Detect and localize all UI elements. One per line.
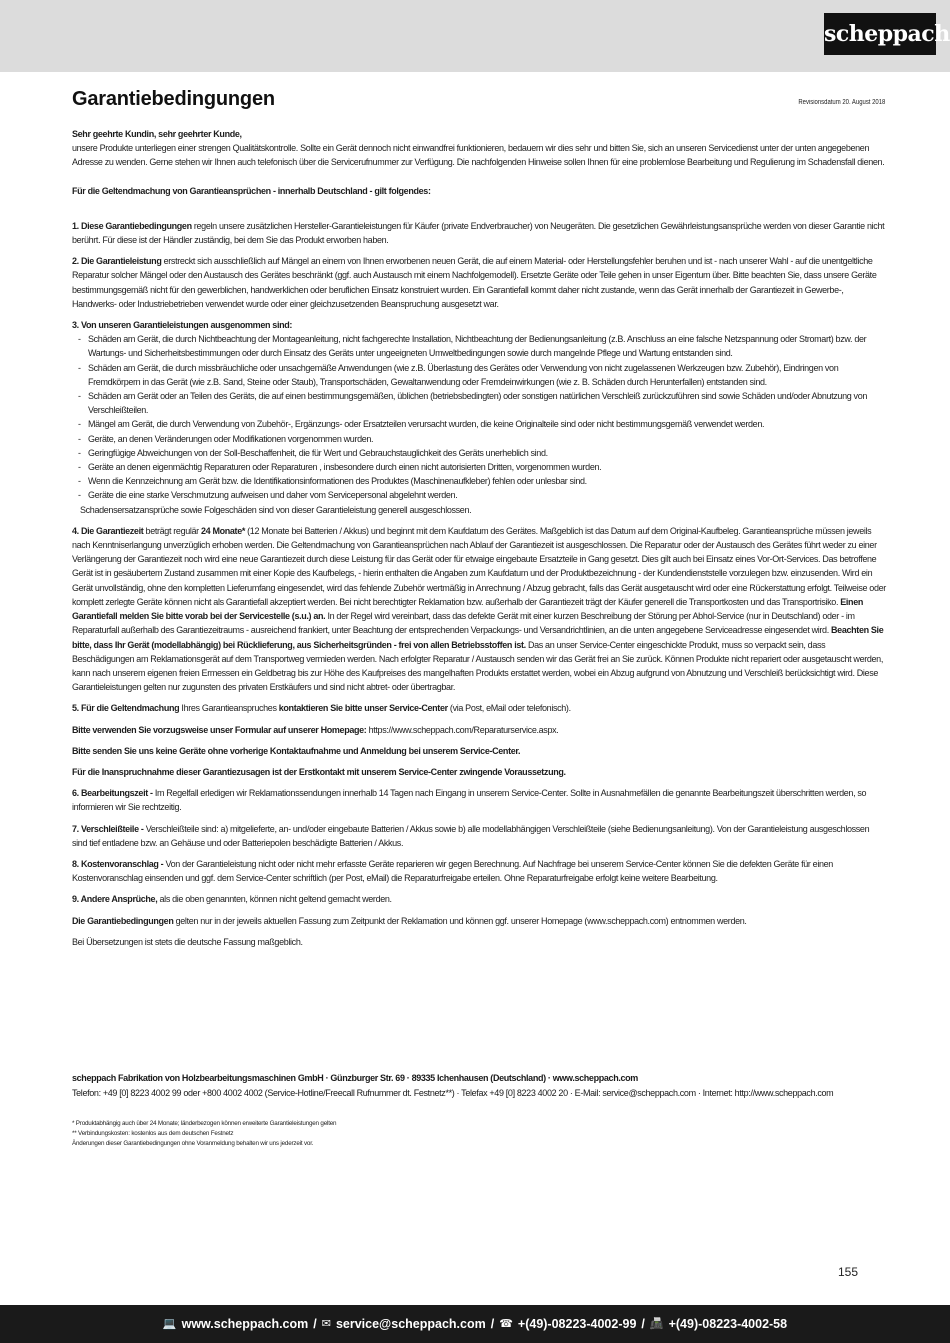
website-link[interactable]: www.scheppach.com: [181, 1317, 309, 1331]
form-line: [72, 723, 886, 737]
exclusion-item: - Wenn die Kennzeichnung am Gerät bzw. die Identifikationsinformationen des Produktes (Maschinenaufkleber) fehlen oder unlesbar sind.: [78, 474, 886, 488]
section-1-text: regeln unsere zusätzlichen Hersteller-Garantieleistungen für Käufer (private Endverbraucher) von Neugeräten. Die gesetzlichen Gewährleistungsansprüche werden von dieser Garantie nicht berührt. Für diese ist der Händler zuständig, bei dem Sie das Produkt erworben haben.: [72, 220, 885, 246]
exclusion-item: - Schäden am Gerät oder an Teilen des Geräts, die auf einen bestimmungsgemäßen, üblichen (betriebsbedingten) oder sonstigen natürlichen Verschleiß zurückzuführen sind sowie Schäden und/oder Abnutzung von Verschleißteilen.: [78, 389, 886, 417]
company-info: [72, 1071, 886, 1101]
repair-service-url: https://www.scheppach.com/Reparaturservice.aspx.: [366, 724, 559, 735]
header-band: [0, 0, 950, 72]
section-4-text: Das an unser Service-Center eingeschickte Produkt, muss so verpackt sein, dass Beschädigungen am Reklamationsgerät auf dem Transportweg vermieden werden. Nach erfolgter Reparatur / Austausch senden wir das Gerät frei an Sie zurück. Können Produkte nicht repariert oder ausgetauscht werden, kann nach unserem eigenen freien Ermessen ein Geldbetrag bis zur Höhe des Kaufpreises des mangelhaften Produkts erstattet werden, wobei ein Abzug aufgrund von Abnutzung und Verschleiß berücksichtigt wird. Diese Garantieleistungen gelten nur zugunsten des privaten Erstkäufers und sind nicht abtret- oder übertragbar.: [72, 639, 883, 693]
exclusion-item: - Schäden am Gerät, die durch missbräuchliche oder unsachgemäße Anwendungen (wie z.B. Überlastung des Gerätes oder Verwendung von nicht zugelassenen Werkzeugen bzw. Zubehör), Eindringen von Fremdkörpern in das Gerät (wie z.B. Sand, Steine oder Staub), Transportschäden, Gewaltanwendung oder Fremdeinwirkungen (wie z. B. Schäden durch Herunterfallen) entstanden sind.: [78, 361, 886, 389]
section-5-text: Ihres Garantieanspruches: [179, 703, 279, 714]
closing-text: gelten nur in der jeweils aktuellen Fassung zum Zeitpunkt der Reklamation und können ggf. unserer Homepage (www.scheppach.com) entnommen werden.: [173, 915, 747, 926]
translation-note: Bei Übersetzungen ist stets die deutsche Fassung maßgeblich.: [72, 936, 303, 947]
page-title: Garantiebedingungen: [72, 88, 275, 110]
warranty-content: [72, 127, 886, 949]
company-contact-line: Telefon: +49 [0] 8223 4002 99 oder +800 4002 4002 (Service-Hotline/Freecall Rufnummer dt. Festnetz**) · Telefax +49 [0] 8223 4002 20 · E-Mail: service@scheppach.com · Internet: http://www.scheppach.com: [72, 1088, 834, 1098]
closing-paragraph: [72, 914, 886, 928]
section-5-heading: 5. Für die Geltendmachung: [72, 703, 180, 714]
section-8: [72, 857, 886, 885]
fax-icon: 📠: [649, 1317, 664, 1330]
revision-date: Revisionsdatum 20. August 2018: [797, 99, 885, 106]
section-2: [72, 254, 886, 311]
section-3-heading: 3. Von unseren Garantieleistungen ausgenommen sind:: [72, 320, 293, 331]
exclusion-item: - Geringfügige Abweichungen von der Soll-Beschaffenheit, die für Wert und Gebrauchstauglichkeit des Geräts unerheblich sind.: [78, 446, 886, 460]
section-6: [72, 786, 886, 814]
section-9-heading: 9. Andere Ansprüche,: [72, 894, 158, 905]
section-2-heading: 2. Die Garantieleistung: [72, 256, 162, 267]
section-4-text: In der Regel wird vereinbart, dass das defekte Gerät mit einer kurzen Beschreibung der Störung per Abhol-Service (nur in Deutschland) oder - im Reparaturfall außerhalb des Garantiezeitraums - ausreichend frankiert, unter Beachtung der entsprechenden Verpackungs- und Versandrichtlinien, an die unten angegebene Serviceadresse eingesendet wird.: [72, 611, 855, 636]
exclusions-list: [72, 332, 886, 502]
fax-number: +(49)-08223-4002-58: [668, 1317, 788, 1331]
section-7-heading: 7. Verschleißteile -: [72, 823, 144, 834]
footnote: * Produktabhängig auch über 24 Monate; länderbezogen können erweiterte Garantieleistungen gelten: [72, 1120, 337, 1127]
footnotes: [72, 1119, 572, 1149]
separator: /: [313, 1317, 317, 1331]
section-7: [72, 822, 886, 850]
contact-bar: [0, 1305, 950, 1343]
scheppach-logo: scheppach: [824, 13, 936, 55]
closing-heading: Die Garantiebedingungen: [72, 915, 174, 926]
section-5: [72, 701, 886, 715]
section-9-text: als die oben genannten, können nicht geltend gemacht werden.: [157, 894, 392, 905]
salutation: Sehr geehrte Kundin, sehr geehrter Kunde,: [72, 129, 242, 139]
computer-icon: 💻: [162, 1317, 177, 1330]
scope-heading: Für die Geltendmachung von Garantieansprüchen - innerhalb Deutschland - gilt folgendes:: [72, 185, 431, 196]
section-4: [72, 524, 886, 694]
exclusion-item: - Geräte die eine starke Verschmutzung aufweisen und daher vom Servicepersonal abgelehnt werden.: [78, 488, 886, 502]
exclusion-item: - Geräte an denen eigenmächtig Reparaturen oder Reparaturen , insbesondere durch einen nicht autorisierten Dritten, vorgenommen wurden.: [78, 460, 886, 474]
section-9: [72, 892, 886, 906]
section-8-heading: 8. Kostenvoranschlag -: [72, 858, 164, 869]
section-1-heading: 1. Diese Garantiebedingungen: [72, 220, 192, 231]
report-notice: Einen Garantiefall melden Sie bitte vorab bei der Servicestelle (s.u.) an.: [72, 596, 864, 622]
phone-number[interactable]: +(49)-08223-4002-99: [517, 1317, 637, 1331]
exclusion-item: - Geräte, an denen Veränderungen oder Modifikationen vorgenommen wurden.: [78, 432, 886, 446]
exclusion-item: - Schäden am Gerät, die durch Nichtbeachtung der Montageanleitung, nicht fachgerechte Installation, Nichtbeachtung der Bedienungsanleitung (z.B. Anschluss an eine falsche Netzspannung oder Stromart) bzw. der Wartungs- und Sicherheitsbestimmungen oder durch Einsatz des Geräts unter ungeeigneten Umweltbedingungen sowie durch mangelnde Pflege und Wartung entstanden sind.: [78, 332, 886, 360]
telephone-icon: ☎: [499, 1317, 513, 1330]
section-6-heading: 6. Bearbeitungszeit -: [72, 788, 153, 799]
section-6-text: Im Regelfall erledigen wir Reklamationssendungen innerhalb 14 Tagen nach Eingang in unserem Service-Center. Sollte in Ausnahmefällen die genannte Bearbeitungszeit überschritten werden, so informieren wir Sie rechtzeitig.: [72, 788, 867, 813]
form-notice: Bitte verwenden Sie vorzugsweise unser Formular auf unserer Homepage:: [72, 724, 367, 735]
section-4-text: beträgt regulär: [143, 525, 201, 536]
first-contact-notice: Für die Inanspruchnahme dieser Garantiezusagen ist der Erstkontakt mit unserem Service-Center zwingende Voraussetzung.: [72, 766, 566, 777]
footnote: Änderungen dieser Garantiebedingungen ohne Voranmeldung behalten wir uns jederzeit vor.: [72, 1140, 314, 1147]
section-3-tail: Schadensersatzansprüche sowie Folgeschäden sind von dieser Garantieleistung generell ausgeschlossen.: [80, 504, 472, 515]
envelope-icon: ✉: [321, 1317, 331, 1330]
separator: /: [641, 1317, 645, 1331]
section-4-heading: 4. Die Garantiezeit: [72, 525, 144, 536]
email-link[interactable]: service@scheppach.com: [335, 1317, 486, 1331]
section-4-text: (12 Monate bei Batterien / Akkus) und beginnt mit dem Kaufdatum des Gerätes. Maßgeblich ist das Datum auf dem Original-Kaufbeleg. Garantieansprüche müssen jeweils nach Kenntniserlangung unverzüglich erhoben werden. Die Geltendmachung von Garantieansprüchen nach Ablauf der Garantiezeit ist ausgeschlossen. Die Reparatur oder der Austausch des Gerätes führt weder zu einer Verlängerung der Garantiezeit noch wird eine neue Garantiezeit durch diese Leistung für das Gerät oder für etwaige eingebaute Ersatzteile in Gang gesetzt. Dies gilt auch bei Einsatz eines Vor-Ort-Services. Das betroffene Gerät ist in gesäubertem Zustand zusammen mit einer Kopie des Kaufbelegs, - hierin enthalten die Angaben zum Kaufdatum und der Produktbezeichnung - der Kundendienststelle vorzulegen bzw. einzusenden. Wird ein Gerät unvollständig, ohne den kompletten Lieferumfang eingesendet, wird das fehlende Zubehör wertmäßig in Anrechnung / Abzug gebracht, falls das Gerät ausgetauscht wird oder eine Rückerstattung erfolgt. Teilweise oder komplett zerlegte Geräte können nicht als Garantiefall akzeptiert werden. Bei nicht berechtigter Reklamation bzw. außerhalb der Garantiezeit trägt der Käufer generell die Transportkosten und das Transportrisiko.: [72, 525, 886, 607]
footnote: ** Verbindungskosten: kostenlos aus dem deutschen Festnetz: [72, 1130, 234, 1137]
warranty-period: 24 Monate*: [200, 525, 245, 536]
no-send-notice: Bitte senden Sie uns keine Geräte ohne vorherige Kontaktaufnahme und Anmeldung bei unserem Service-Center.: [72, 745, 521, 756]
section-2-text: erstreckt sich ausschließlich auf Mängel an einem von Ihnen erworbenen neuen Gerät, die auf einem Material- oder Herstellungsfehler beruhen und ist - nach unserer Wahl - auf die unentgeltliche Reparatur solcher Mängel oder den Austausch des Gerätes beschränkt (ggf. auch Austausch mit einem Nachfolgemodell). Ersetzte Geräte oder Teile gehen in unser Eigentum über. Bitte beachten Sie, dass unsere Geräte bestimmungsgemäß nicht für den gewerblichen, handwerklichen oder beruflichen Einsatz konstruiert wurden. Ein Garantiefall kommt daher nicht zustande, wenn das Gerät innerhalb der Garantiezeit in Gewerbe-, Handwerks- oder Industriebetrieben verwendet wurde oder einer gleichzusetzenden Beanspruchung ausgesetzt war.: [72, 256, 877, 309]
intro-text: unsere Produkte unterliegen einer strengen Qualitätskontrolle. Sollte ein Gerät dennoch nicht einwandfrei funktionieren, bedauern wir dies sehr und bitten Sie, sich an unseren Servicedienst unter der unten angegebenen Adresse zu wenden. Gerne stehen wir Ihnen auch telefonisch über die Servicerufnummer zur Verfügung. Die nachfolgenden Hinweise sollen Ihnen für eine problemlose Bearbeitung und Regulierung im Schadensfall dienen.: [72, 143, 885, 168]
section-5-text: (via Post, eMail oder telefonisch).: [447, 703, 571, 714]
exclusion-item: - Mängel am Gerät, die durch Verwendung von Zubehör-, Ergänzungs- oder Ersatzteilen verursacht wurden, die keine Originalteile sind oder nicht bestimmungsgemäß verwendet werden.: [78, 417, 886, 431]
contact-service-center: kontaktieren Sie bitte unser Service-Center: [278, 703, 448, 714]
section-7-text: Verschleißteile sind: a) mitgelieferte, an- und/oder eingebaute Batterien / Akkus sowie b) alle modellabhängigen Verschleißteile (siehe Bedienungsanleitung). Von der Garantieleistung ausgeschlossen sind tief entladene bzw. an Gehäuse und oder Batteriepolen beschädigte Batterien / Akkus.: [72, 823, 870, 848]
section-1: [72, 219, 886, 247]
separator: /: [490, 1317, 495, 1331]
company-name-line: scheppach Fabrikation von Holzbearbeitungsmaschinen GmbH · Günzburger Str. 69 · 89335 Ichenhausen (Deutschland) · www.scheppach.com: [72, 1073, 638, 1083]
fluids-notice: Beachten Sie bitte, dass Ihr Gerät (modellabhängig) bei Rücklieferung, aus Sicherheitsgründen - frei von allen Betriebsstoffen ist.: [72, 625, 884, 650]
page-number: 155: [838, 1265, 859, 1279]
section-8-text: Von der Garantieleistung nicht oder nicht mehr erfasste Geräte reparieren wir gegen Berechnung. Auf Nachfrage bei unserem Service-Center können Sie die defekten Geräte für einen Kostenvoranschlag einsenden und ggf. dem Service-Center schriftlich (per Post, eMail) die Reparaturfreigabe erteilen. Ohne Reparaturfreigabe erfolgt keine weitere Bearbeitung.: [72, 858, 833, 884]
